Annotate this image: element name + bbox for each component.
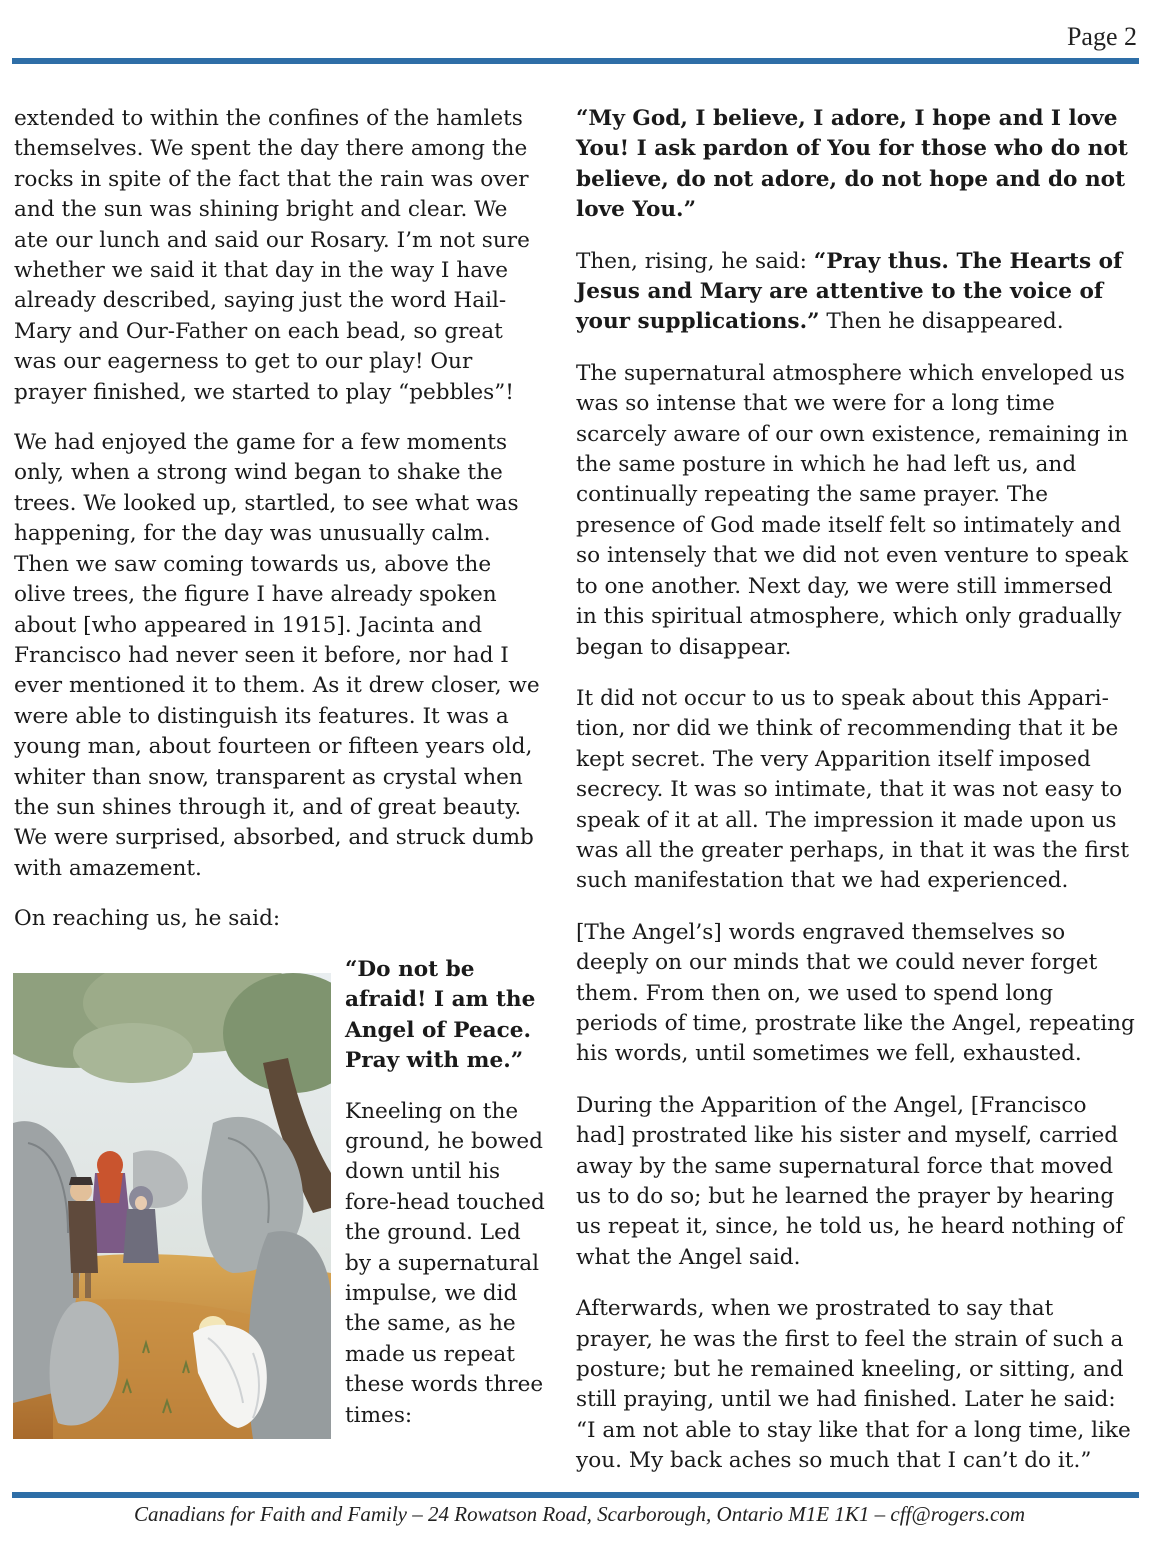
paragraph: extended to within the confines of the hamlets themselves. We spent the day there among the rocks in spite of the fact that the rain was over and the sun was shining bright and clear. We ate our lunch and said our Rosary. I’m not sure whether we said it that day in the way I have already described, saying just the word Hail-Mary and Our-Father on each bead, so great was our eagerness to get to our play! Our prayer finished, we started to play “pebbles”! [14, 106, 530, 405]
paragraph [576, 247, 1136, 338]
rising-end: Then he disappeared. [819, 309, 1064, 335]
paragraph: [The Angel’s] words engraved themselves so deeply on our minds that we could never forget them. From then on, we used to spend long periods of time, prostrate like the Angel, repeating his words, until sometimes we fell, exhausted. [576, 919, 1135, 1067]
paragraph: During the Apparition of the Angel, [Francisco had] prostrated like his sister and myself, carried away by the same supernatural force that moved us to do so; but he learned the prayer by hearing us repeat it, since, he told us, he heard nothing of what the Angel said. [576, 1092, 1124, 1270]
rising-intro: Then, rising, he said: [576, 248, 814, 274]
page-number: Page 2 [1066, 22, 1137, 51]
header-rule [12, 58, 1139, 64]
paragraph: We had enjoyed the game for a few moments only, when a strong wind began to shake the trees. We looked up, startled, to see what was happening, for the day was unusually calm. Then we saw coming towards us, above the olive trees, the figure I have already spoken about [who appeared in 1915]. Jacinta and Francisco had never seen it before, nor had I ever mentioned it to them. As it drew closer, we were able to distinguish its features. It was a young man, about fourteen or fifteen years old, whiter than snow, transparent as crystal when the sun shines through it, and of great beauty. We were surprised, absorbed, and struck dumb with amazement. [14, 430, 540, 881]
paragraph: On reaching us, he said: [14, 906, 281, 932]
right-column [576, 104, 1136, 1498]
side-text [345, 955, 545, 1451]
footer-rule [12, 1492, 1139, 1498]
paragraph: Kneeling on the ground, he bowed down until his fore-head touched the ground. Led by a supernatural impulse, we did the same, as he made us repeat these words three times: [345, 1098, 545, 1428]
left-column [14, 104, 544, 955]
angel-quote: “Do not be afraid! I am the Angel of Peace. Pray with me.” [345, 957, 536, 1074]
prayer-quote: “My God, I believe, I adore, I hope and I love You! I ask pardon of You for those who do not believe, do not adore, do not hope and do not love You.” [576, 106, 1128, 223]
paragraph: Afterwards, when we prostrated to say that prayer, he was the first to feel the strain of such a posture; but he remained kneeling, or sitting, and still praying, until we had finished. Later he said: “I am not able to stay like that for a long time, like you. My back aches so much that I can’t do it.” [576, 1296, 1131, 1474]
rising-quote: “Pray thus. The Hearts of Jesus and Mary are attentive to the voice of your supplications.” [576, 248, 1123, 335]
paragraph: It did not occur to us to speak about this Appari-tion, nor did we think of recommending that it be kept secret. The very Apparition itself imposed secrecy. It was so intimate, that it was not easy to speak of it at all. The impression it made upon us was all the greater perhaps, in that it was the first such manifestation that we had experienced. [576, 685, 1130, 894]
footer-text: Canadians for Faith and Family – 24 Rowatson Road, Scarborough, Ontario M1E 1K1 – cff@rogers.com [134, 1502, 1025, 1526]
angel-illustration [13, 973, 331, 1439]
paragraph: The supernatural atmosphere which enveloped us was so intense that we were for a long time scarcely aware of our own existence, remaining in the same posture in which he had left us, and continually repeating the same prayer. The presence of God made itself felt so intimately and so intensely that we did not even venture to speak to one another. Next day, we were still immersed in this spiritual atmosphere, which only gradually began to disappear. [576, 360, 1129, 660]
